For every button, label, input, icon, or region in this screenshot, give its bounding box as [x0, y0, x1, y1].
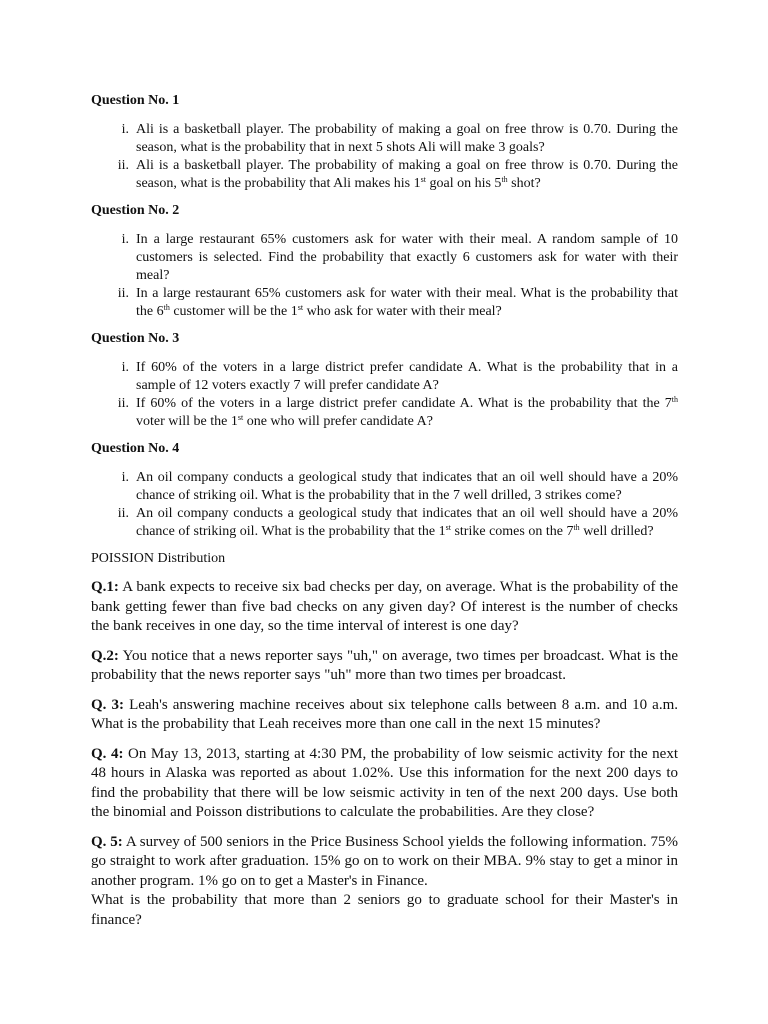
section-title: POISSION Distribution — [91, 551, 226, 566]
question-heading: Question No. 2 — [91, 203, 180, 218]
question-text: On May 13, 2013, starting at 4:30 PM, the probability of low seismic activity for the next 48 hours in Alaska was reported as about 1.02%. Use this information for the next 200 days to find the probability that there will be low seismic activity in ten of the next 200 days. Use both the binomial and Poisson distributions to calculate the probabilities. Are they close? — [91, 745, 678, 820]
item-text: strike comes on the 7 — [450, 524, 574, 539]
question-item — [91, 157, 678, 193]
poisson-question — [91, 833, 678, 892]
question-item-list — [91, 359, 678, 431]
item-text: If 60% of the voters in a large district prefer candidate A. What is the probability that in a sample of 12 voters exactly 7 will prefer candidate A? — [136, 360, 678, 393]
question-item — [91, 231, 678, 285]
poisson-question — [91, 578, 678, 637]
item-number: i. — [121, 232, 129, 247]
question-text: Leah's answering machine receives about six telephone calls between 8 a.m. and 10 a.m. What is the probability that Leah receives more than one call in the next 15 minutes? — [91, 696, 679, 732]
question-item — [91, 121, 678, 157]
question-heading: Question No. 4 — [91, 441, 180, 456]
question-label: Q. 5: — [91, 833, 123, 850]
poisson-question-followup: What is the probability that more than 2 seniors go to graduate school for their Master's in finance? — [91, 892, 678, 928]
item-text: Ali is a basketball player. The probability of making a goal on free throw is 0.70. During the season, what is the probability that in next 5 shots Ali will make 3 goals? — [136, 122, 678, 155]
poisson-question — [91, 647, 678, 686]
item-text: In a large restaurant 65% customers ask for water with their meal. What is the probability that the 6 — [136, 286, 678, 319]
superscript: st — [237, 413, 244, 422]
item-text: shot? — [507, 176, 541, 191]
item-text: An oil company conducts a geological study that indicates that an oil well should have a 20% chance of striking oil. What is the probability that in the 7 well drilled, 3 strikes come? — [136, 470, 678, 503]
item-number: i. — [121, 122, 129, 137]
item-number: i. — [121, 360, 129, 375]
question-item — [91, 505, 678, 541]
poisson-question — [91, 696, 678, 735]
question-text: A bank expects to receive six bad checks per day, on average. What is the probability of the bank getting fewer than five bad checks on any given day? Of interest is the number of checks the bank receives in one day, so the time interval of interest is one day? — [91, 579, 678, 634]
superscript: th — [573, 523, 580, 532]
item-number: ii. — [117, 158, 129, 173]
question-text: A survey of 500 seniors in the Price Business School yields the following information. 75% go straight to work after graduation. 15% go on to work on their MBA. 9% stay to get a minor in another program. 1% go on to get a Master's in Finance. — [91, 833, 678, 889]
question-item-list — [91, 121, 678, 193]
question-label: Q.2: — [91, 647, 119, 664]
item-text: well drilled? — [579, 524, 654, 539]
superscript: st — [297, 303, 304, 312]
question-item — [91, 359, 678, 395]
superscript: st — [420, 175, 426, 184]
item-text: An oil company conducts a geological study that indicates that an oil well should have a 20% chance of striking oil. What is the probability that the 1 — [136, 506, 678, 539]
question-item-list — [91, 231, 678, 321]
superscript: th — [163, 303, 170, 312]
question-heading: Question No. 1 — [91, 93, 180, 108]
question-label: Q.1: — [91, 579, 119, 595]
item-text: customer will be the 1 — [169, 304, 298, 319]
item-number: i. — [121, 470, 129, 485]
question-item — [91, 469, 678, 505]
superscript: st — [445, 523, 451, 532]
item-number: ii. — [117, 506, 129, 521]
question-label: Q. 3: — [91, 696, 125, 713]
question-text: You notice that a news reporter says "uh," on average, two times per broadcast. What is the probability that the news reporter says "uh" more than two times per broadcast. — [91, 647, 678, 683]
item-text: If 60% of the voters in a large district prefer candidate A. What is the probability that the 7 — [136, 396, 672, 411]
item-text: voter will be the 1 — [136, 414, 238, 429]
question-heading: Question No. 3 — [91, 331, 180, 346]
question-item — [91, 285, 678, 321]
question-label: Q. 4: — [91, 745, 124, 762]
question-item-list — [91, 469, 678, 541]
item-text: one who will prefer candidate A? — [243, 414, 433, 429]
item-text: who ask for water with their meal? — [303, 304, 502, 319]
item-text: Ali is a basketball player. The probability of making a goal on free throw is 0.70. During the season, what is the probability that Ali makes his 1 — [136, 158, 678, 191]
question-item — [91, 395, 678, 431]
superscript: th — [501, 175, 508, 184]
item-number: ii. — [117, 396, 129, 411]
item-text: In a large restaurant 65% customers ask for water with their meal. A random sample of 10 customers is selected. Find the probability that exactly 6 customers ask for water with their meal? — [136, 232, 678, 283]
superscript: th — [671, 395, 678, 404]
item-text: goal on his 5 — [425, 176, 502, 191]
poisson-question — [91, 745, 678, 823]
item-number: ii. — [117, 286, 129, 301]
